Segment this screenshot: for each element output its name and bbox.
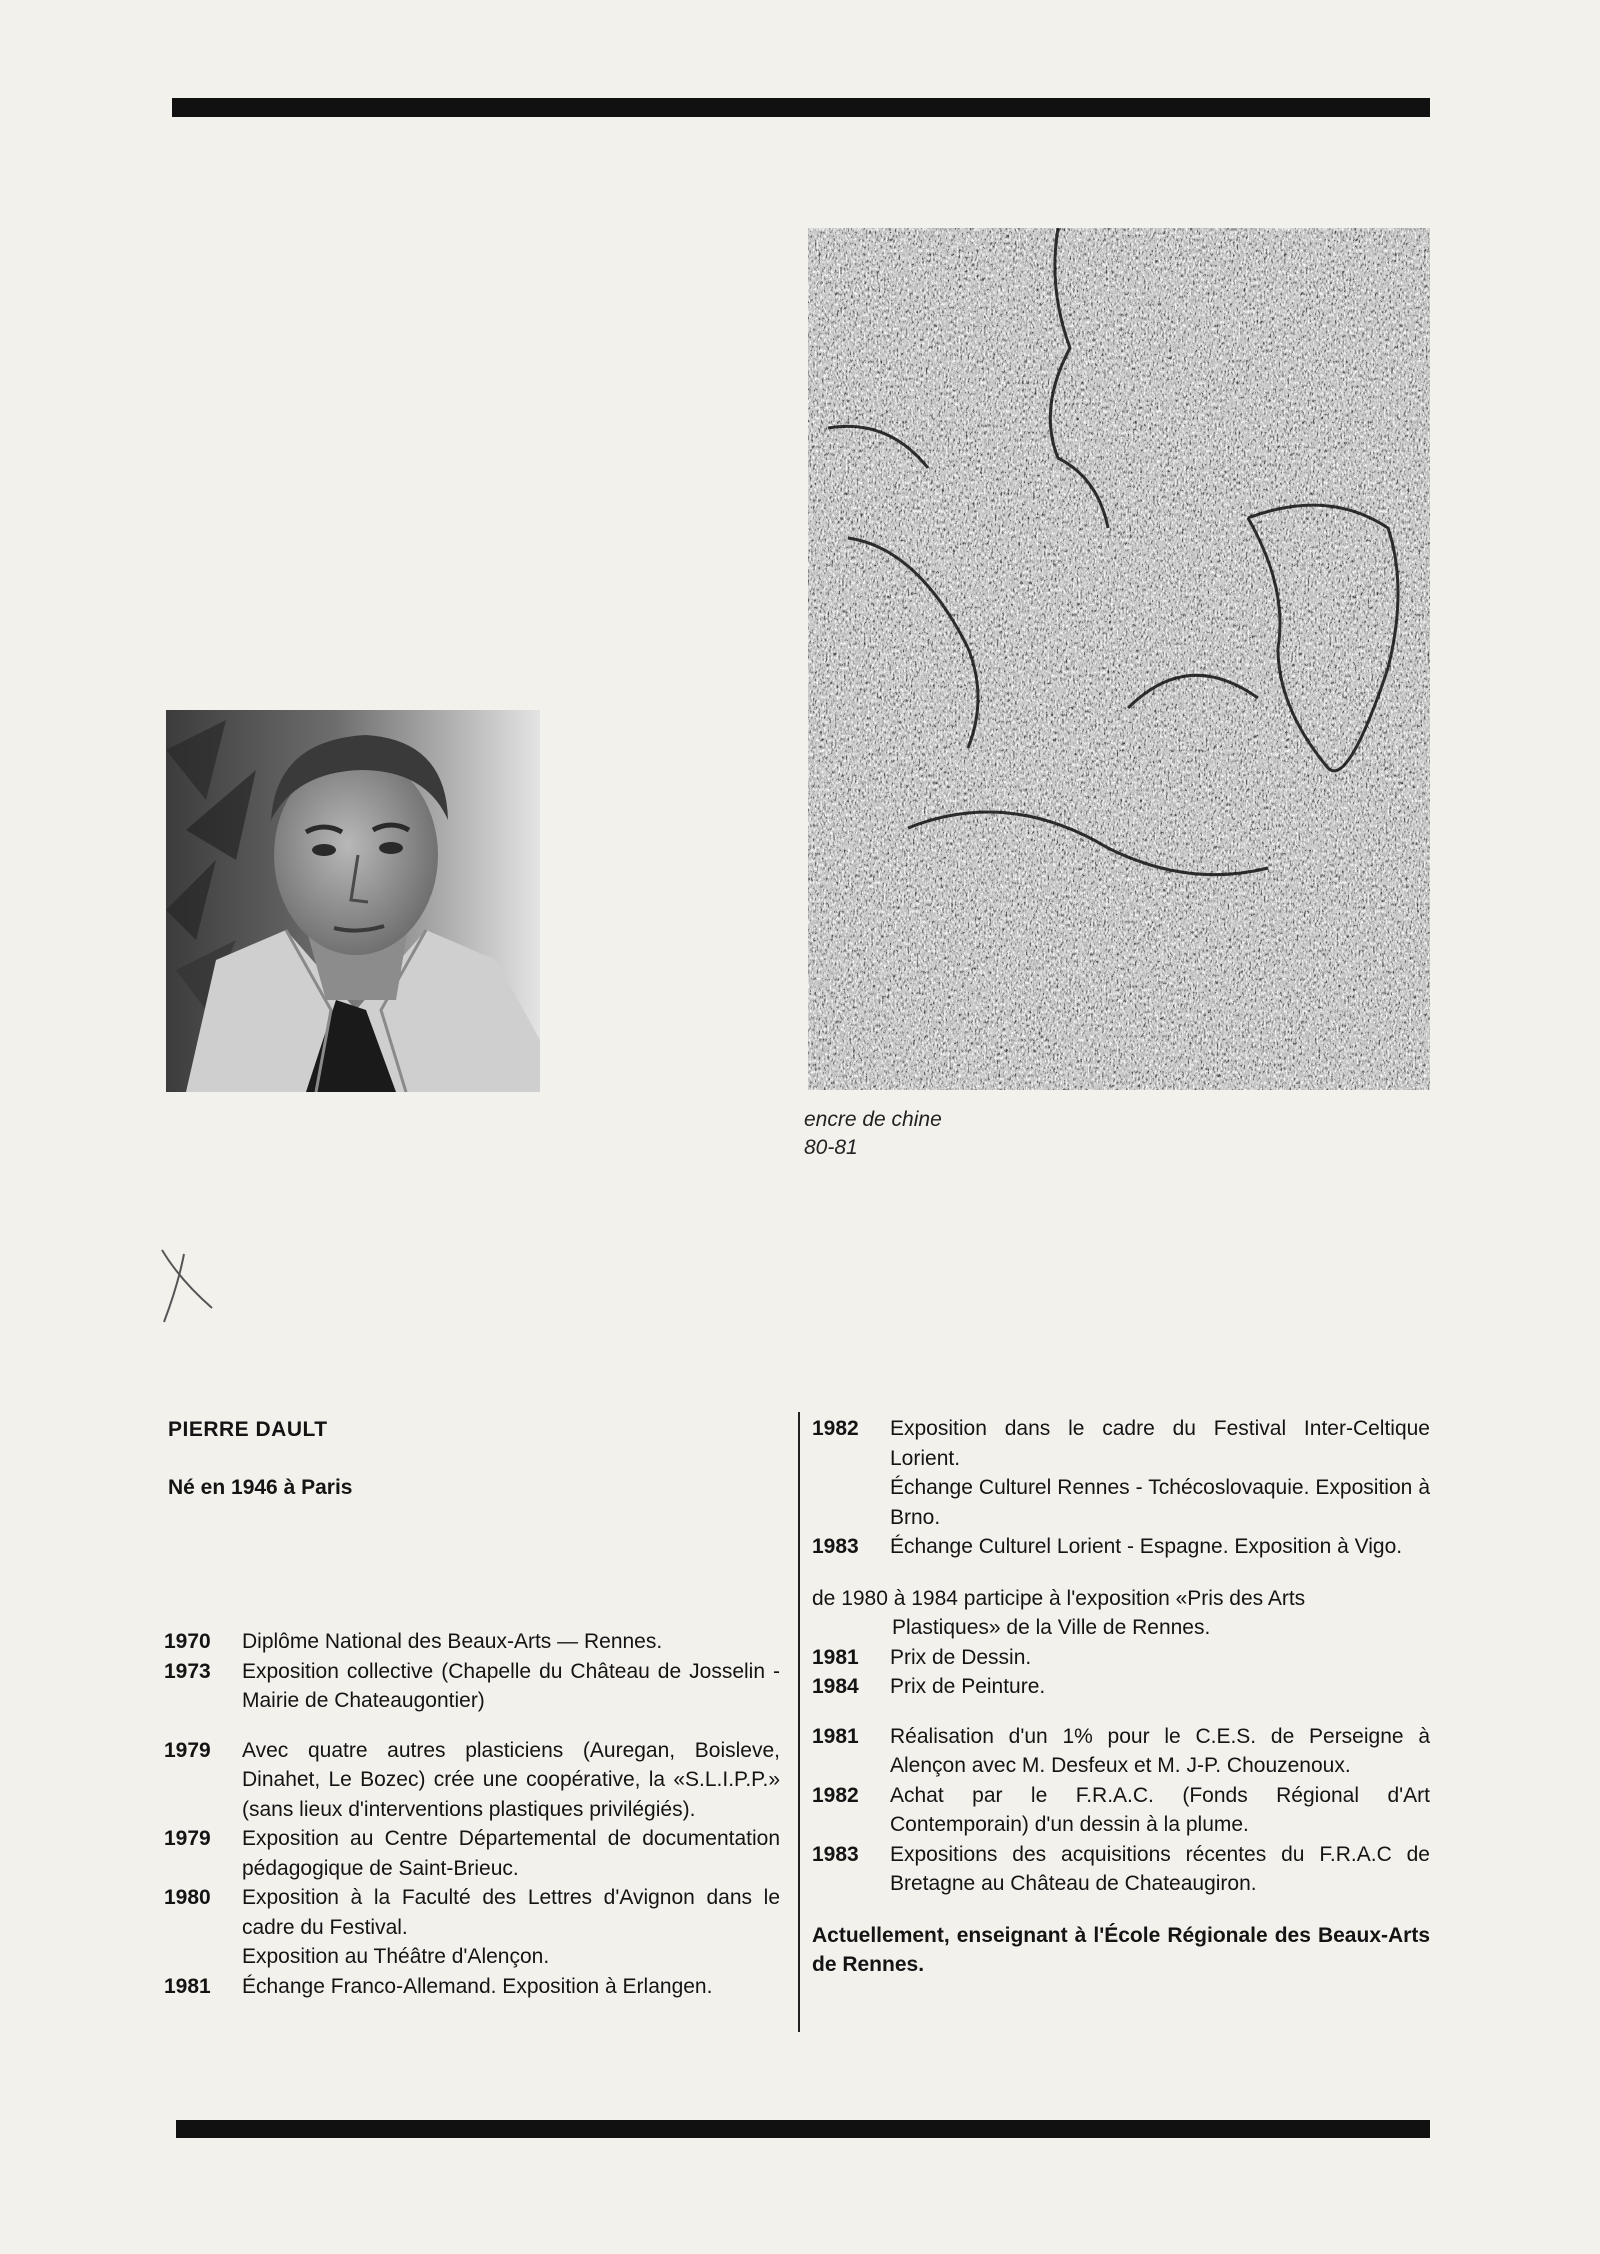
entry-year: 1981	[164, 1974, 211, 1998]
chronology-entry	[164, 1824, 780, 1883]
entry-year: 1984	[812, 1675, 859, 1698]
chronology-entry	[164, 1657, 780, 1716]
entry-year: 1980	[164, 1886, 211, 1909]
entry-year: 1970	[164, 1630, 211, 1653]
chronology-entry	[164, 1972, 780, 2002]
artwork-image	[808, 228, 1430, 1090]
chronology-entry	[812, 1643, 1430, 1673]
entry-text: Avec quatre autres plasticiens (Auregan, Boisleve, Dinahet, Le Bozec) crée une coopérative, la «S.L.I.P.P.» (sans lieux d'interventions plastiques privilégiés).	[242, 1738, 780, 1821]
top-rule	[172, 98, 1430, 117]
prize-intro-text: de 1980 à 1984 participe à l'exposition «Pris des Arts	[812, 1586, 1306, 1610]
entry-year: 1983	[812, 1842, 859, 1866]
entry-text: Achat par le F.R.A.C. (Fonds Régional d'Art Contemporain) d'un dessin à la plume.	[890, 1783, 1430, 1836]
entry-year: 1982	[812, 1417, 859, 1440]
prize-intro-cont: Plastiques» de la Ville de Rennes.	[892, 1616, 1211, 1639]
bottom-rule	[176, 2120, 1430, 2138]
left-chronology	[164, 1627, 780, 2001]
entry-year: 1982	[812, 1783, 859, 1807]
artwork-caption	[804, 1106, 942, 1162]
chronology-entry	[812, 1722, 1430, 1781]
chronology-entry	[164, 1736, 780, 1825]
entry-year: 1973	[164, 1659, 211, 1683]
current-position: Actuellement, enseignant à l'École Régionale des Beaux-Arts de Rennes.	[812, 1923, 1430, 1976]
entry-text: Réalisation d'un 1% pour le C.E.S. de Perseigne à Alençon avec M. Desfeux et M. J-P. Chouzenoux.	[890, 1724, 1430, 1777]
right-chronology	[812, 1414, 1430, 1980]
artist-portrait-photo	[166, 710, 540, 1092]
artist-birth: Né en 1946 à Paris	[168, 1476, 353, 1499]
entry-text: Diplôme National des Beaux-Arts — Rennes.	[242, 1630, 663, 1653]
chronology-entry	[812, 1781, 1430, 1840]
entry-text: Exposition à la Faculté des Lettres d'Avignon dans le cadre du Festival.	[242, 1886, 780, 1939]
entry-text: Échange Culturel Lorient - Espagne. Exposition à Vigo.	[890, 1535, 1403, 1558]
entry-year: 1981	[812, 1645, 859, 1669]
chronology-entry	[164, 1627, 780, 1657]
prize-intro	[812, 1584, 1430, 1643]
entry-text: Échange Culturel Rennes - Tchécoslovaquie. Exposition à Brno.	[890, 1476, 1430, 1529]
entry-text: Échange Franco-Allemand. Exposition à Erlangen.	[242, 1974, 713, 1998]
entry-text: Exposition au Centre Départemental de documentation pédagogique de Saint-Brieuc.	[242, 1827, 780, 1880]
entry-year: 1979	[164, 1827, 211, 1850]
portrait-image	[166, 710, 540, 1092]
entry-text: Exposition collective (Chapelle du Château de Josselin - Mairie de Chateaugontier)	[242, 1659, 780, 1712]
entry-text: Exposition au Théâtre d'Alençon.	[242, 1945, 550, 1968]
entry-text: Prix de Peinture.	[890, 1675, 1046, 1698]
entry-year: 1979	[164, 1738, 211, 1762]
pencil-cross-mark	[150, 1240, 230, 1330]
entry-year: 1981	[812, 1724, 859, 1748]
chronology-entry	[812, 1532, 1430, 1562]
chronology-entry	[812, 1840, 1430, 1899]
chronology-entry	[164, 1883, 780, 1972]
chronology-entry	[812, 1672, 1430, 1702]
entry-year: 1983	[812, 1535, 859, 1558]
caption-medium: encre de chine	[804, 1108, 942, 1131]
chronology-entry	[812, 1414, 1430, 1532]
artist-name: PIERRE DAULT	[168, 1418, 328, 1441]
column-divider	[798, 1412, 800, 2032]
entry-text: Expositions des acquisitions récentes du F.R.A.C de Bretagne au Château de Chateaugiron.	[890, 1842, 1430, 1895]
entry-text: Exposition dans le cadre du Festival Inter-Celtique Lorient.	[890, 1417, 1430, 1470]
artwork-ink-drawing	[808, 228, 1430, 1090]
entry-text: Prix de Dessin.	[890, 1645, 1032, 1669]
caption-date: 80-81	[804, 1136, 858, 1159]
